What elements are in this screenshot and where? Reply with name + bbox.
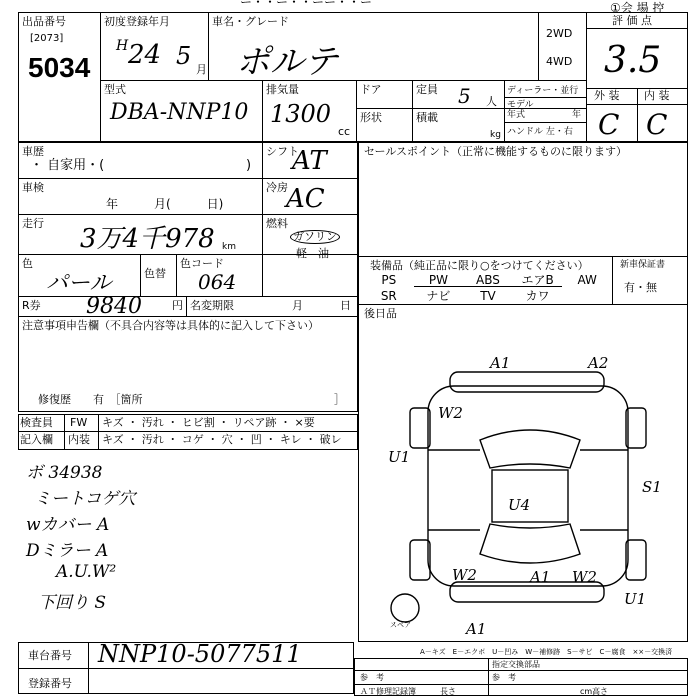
color-value: パール (46, 271, 112, 296)
inspection-value: 年 月( 日) (106, 197, 224, 211)
recycle-label: R券 (22, 299, 41, 312)
designated-parts-sub: 参 考 (492, 673, 516, 682)
equipment-item: カワ (525, 289, 550, 303)
damage-mark: U1 (624, 590, 647, 608)
handwritten-notes (26, 458, 326, 618)
designated-parts-label: 指定交換部品 (492, 660, 540, 669)
model-code: DBA-NNP10 (110, 100, 249, 125)
displacement-value: 1300 (270, 100, 332, 128)
inspector-row-1: キズ ・ 汚れ ・ ヒビ割 ・ リペア跡 ・ ×要 (102, 416, 315, 429)
modified-label: ＡＴ修理記録簿 (360, 687, 416, 696)
shape-label: 形状 (360, 111, 382, 124)
handwritten-note: wカバー A (26, 515, 110, 535)
capacity-label: 定員 (416, 83, 438, 96)
grade-label: 評 価 点 (612, 14, 652, 27)
repair-history-label: 修復歴 有 ［箇所 (38, 393, 143, 406)
spare-label: スペア (390, 621, 411, 629)
damage-mark: U1 (388, 448, 411, 466)
legend-line: A－キズ E－エクボ U－凹み W－補修跡 S－サビ C－腐食 ××－交換済 (420, 648, 673, 656)
history-value: ・ 自家用・( (30, 158, 105, 173)
top-title: ー・・ー・・ーー・・ー (240, 0, 373, 9)
exterior-label: 外 装 (594, 89, 620, 102)
fuel-gasoline: ガソリン (290, 230, 340, 244)
name-change-month: 月 (292, 299, 303, 312)
lot-label: 出品番号 (22, 15, 66, 28)
inspector-cat-interior: 内装 (68, 433, 90, 446)
damage-mark: W2 (452, 566, 477, 584)
door-label: ドア (360, 83, 382, 96)
history-close: ) (246, 158, 252, 173)
equipment-item: AW (577, 273, 597, 287)
registration-era: H (116, 38, 129, 54)
registration-year: 24 (128, 40, 162, 70)
grade-score: 3.5 (604, 40, 662, 81)
legend-col-4: 高さ (592, 687, 608, 696)
equipment-grid (364, 272, 612, 304)
lot-sub-number: [2073] (30, 33, 64, 44)
equipment-item: エアB (513, 274, 563, 287)
warranty-value: 有・無 (624, 281, 657, 294)
load-label: 積載 (416, 111, 438, 124)
caution-label: 注意事項申告欄（不具合内容等は具体的に記入して下さい） (22, 319, 319, 332)
equipment-label: 装備品（純正品に限り○をつけてください） (370, 259, 589, 272)
interior-label: 内 装 (644, 89, 670, 102)
car-damage-diagram (380, 350, 680, 640)
equipment-item: PW (414, 274, 464, 287)
registration-month: 5 (176, 42, 192, 70)
inspector-label-2: 記入欄 (20, 433, 53, 446)
legend-col-1: 参 考 (360, 673, 384, 682)
damage-mark: A1 (490, 354, 511, 372)
shift-value: AT (292, 146, 327, 176)
ac-label: 冷房 (266, 181, 288, 194)
color-code-value: 064 (198, 270, 237, 294)
ac-value: AC (286, 184, 325, 214)
after-item-label: 後日品 (364, 307, 397, 320)
color-change-label: 色替 (144, 267, 166, 280)
handle-label: ハンドル 左・右 (507, 127, 573, 137)
car-name-label: 車名・グレード (212, 15, 289, 28)
chassis-label: 車台番号 (28, 649, 72, 662)
lot-number: 5034 (28, 52, 91, 83)
damage-mark: U4 (508, 496, 531, 514)
damage-mark: S1 (642, 478, 662, 496)
model-year-label: モデル 年式 (507, 100, 534, 120)
equipment-item: TV (480, 289, 496, 303)
car-name: ポルテ (236, 42, 338, 82)
drive-2wd: 2WD (546, 27, 573, 40)
displacement-label: 排気量 (266, 83, 299, 96)
model-label: 型式 (104, 83, 126, 96)
dealer-label: ディーラー・並行 (507, 86, 579, 96)
sales-point-label: セールスポイント（正常に機能するものに限ります） (364, 145, 628, 158)
handwritten-note: ボ 34938 (26, 463, 103, 483)
handwritten-note: Dミラー A (26, 541, 109, 561)
inspection-label: 車検 (22, 181, 44, 194)
cc-unit: cc (338, 125, 351, 138)
shift-label: シフト (266, 145, 299, 158)
name-change-label: 名変期限 (190, 299, 234, 312)
registration-month-unit: 月 (196, 63, 207, 76)
warranty-label: 新車保証書 (620, 260, 666, 270)
registration-number-label: 登録番号 (28, 677, 72, 690)
handwritten-note: A.U.W² (56, 562, 117, 582)
capacity-value: 5 (458, 84, 471, 108)
equipment-item: PS (381, 273, 397, 287)
recycle-unit: 円 (172, 299, 183, 312)
handwritten-note: 下回り S (38, 593, 107, 613)
venue-copy-label: ①会 場 控 (610, 1, 665, 15)
equipment-item: ABS (463, 274, 513, 287)
km-unit: km (222, 242, 236, 252)
drive-4wd: 4WD (546, 55, 573, 68)
year-suffix: 年 (572, 110, 582, 120)
fuel-label: 燃料 (266, 217, 288, 230)
fuel-diesel: 軽 油 (296, 247, 329, 260)
damage-mark: A2 (588, 354, 609, 372)
capacity-unit: 人 (486, 95, 497, 108)
damage-mark: W2 (438, 404, 463, 422)
damage-mark: A1 (530, 568, 551, 586)
exterior-grade: C (598, 108, 620, 141)
recycle-value: 9840 (86, 294, 142, 319)
chassis-value: NNP10-5077511 (98, 640, 302, 668)
kg-unit: kg (490, 130, 501, 140)
interior-grade: C (646, 108, 668, 141)
handwritten-note: ミートコゲ穴 (34, 489, 136, 509)
repair-history-close: ］ (334, 393, 345, 406)
color-label: 色 (22, 257, 33, 270)
inspector-row-2: キズ ・ 汚れ ・ コゲ ・ 穴 ・ 凹 ・ キレ ・ 破レ (102, 433, 342, 446)
equipment-item: ナビ (426, 289, 451, 303)
mileage-value: 3万4千978 (80, 224, 215, 254)
mileage-label: 走行 (22, 217, 44, 230)
color-code-label: 色コード (180, 257, 224, 270)
damage-mark: W2 (572, 568, 597, 586)
registration-label: 初度登録年月 (104, 15, 170, 28)
equipment-item: SR (380, 289, 397, 303)
inspector-cat-fw: FW (70, 416, 88, 429)
legend-col-3: cm (580, 687, 593, 696)
history-label: 車歴 (22, 145, 44, 158)
inspector-label-1: 検査員 (20, 416, 53, 429)
name-change-day: 日 (340, 299, 351, 312)
legend-col-2: 長さ (440, 687, 456, 696)
damage-mark: A1 (466, 620, 487, 638)
